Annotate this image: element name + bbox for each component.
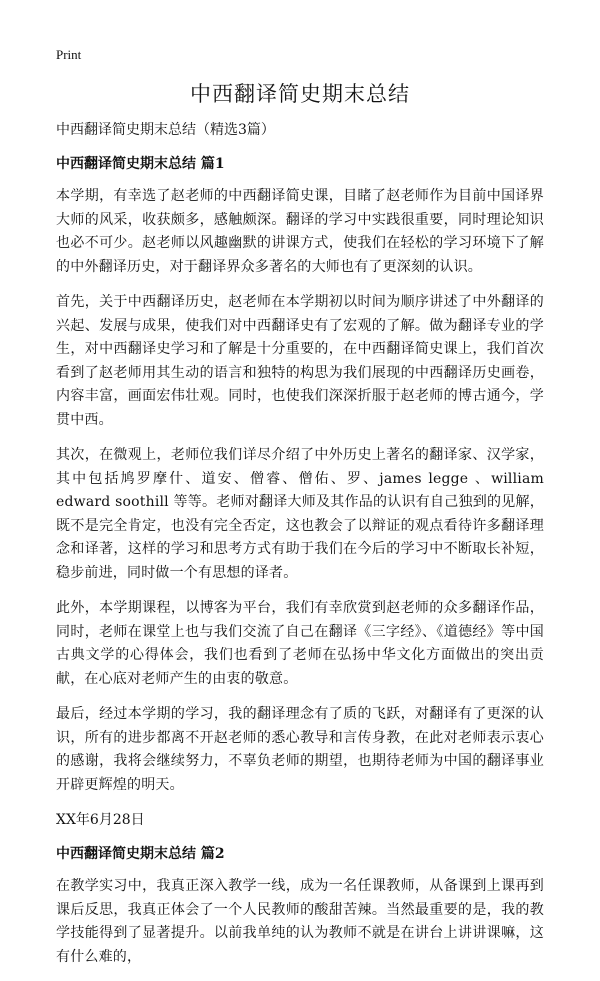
- document-content: [56, 119, 559, 981]
- paragraph: 在教学实习中，我真正深入教学一线，成为一名任课教师，从备课到上课再到课后反思，我真正体会了一个人民教师的酸甜苦辣。当然最重要的是，我的教学技能得到了显著提升。以前我单纯的认为教师不就是在讲台上讲讲课嘛，这有什么难的，: [56, 878, 544, 965]
- section-heading-1: 中西翻译简史期末总结 篇1: [56, 156, 225, 172]
- paragraph: 此外，本学期课程，以博客为平台，我们有幸欣赏到赵老师的众多翻译作品，同时，老师在课堂上也与我们交流了自己在翻译《三字经》、《道德经》等中国古典文学的心得体会，我们也看到了老师在弘扬中华文化方面做出的突出贡献，在心底对老师产生的由衷的敬意。: [56, 600, 544, 687]
- paragraph: 本学期，有幸选了赵老师的中西翻译简史课，目睹了赵老师作为目前中国译界大师的风采，收获颇多，感触颇深。翻译的学习中实践很重要，同时理论知识也必不可少。赵老师以风趣幽默的讲课方式，使我们在轻松的学习环境下了解的中外翻译历史，对于翻译界众多著名的大师也有了更深刻的认识。: [56, 188, 544, 275]
- document-subtitle: 中西翻译简史期末总结（精选3篇）: [56, 122, 275, 138]
- section-heading-2: 中西翻译简史期末总结 篇2: [56, 846, 225, 862]
- paragraph: 最后，经过本学期的学习，我的翻译理念有了质的飞跃，对翻译有了更深的认识，所有的进步都离不开赵老师的悉心教导和言传身教，在此对老师表示衷心的感谢，我将会继续努力，不辜负老师的期望，也期待老师为中国的翻译事业开辟更辉煌的明天。: [56, 706, 544, 793]
- paragraph: 其次，在微观上，老师位我们详尽介绍了中外历史上著名的翻译家、汉学家，其中包括鸠罗摩什、道安、僧睿、僧佑、罗、james legge 、william edward soothill 等等。老师对翻译大师及其作品的认识有自己独到的见解，既不是完全肯定，也没有完全否定，这也教会了以辩证的观点看待许多翻译理念和译著，这样的学习和思考方式有助于我们在今后的学习中不断取长补短，稳步前进，同时做一个有思想的译者。: [56, 447, 559, 581]
- paragraph: 首先，关于中西翻译历史，赵老师在本学期初以时间为顺序讲述了中外翻译的兴起、发展与成果，使我们对中西翻译史有了宏观的了解。做为翻译专业的学生，对中西翻译史学习和了解是十分重要的，在中西翻译简史课上，我们首次看到了赵老师用其生动的语言和独特的构思为我们展现的中西翻译历史画卷，内容丰富，画面宏伟壮观。同时，也使我们深深折服于赵老师的博古通今，学贯中西。: [56, 294, 544, 428]
- section-date: XX年6月28日: [56, 812, 145, 828]
- print-link[interactable]: Print: [56, 47, 82, 62]
- page-title: 中西翻译简史期末总结: [190, 82, 410, 106]
